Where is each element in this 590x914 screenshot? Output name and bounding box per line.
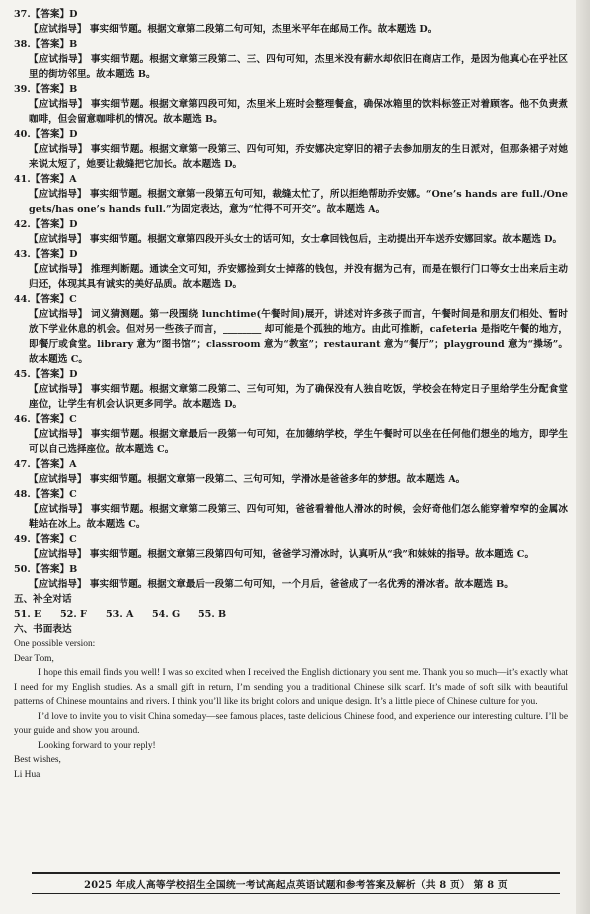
answer-item — [14, 82, 568, 127]
item-number: 38. — [14, 39, 31, 50]
page-footer: 2025 年成人高等学校招生全国统一考试高起点英语试题和参考答案及解析（共 8 页） 第 8 页 — [32, 872, 560, 894]
item-answer: 【答案】A — [30, 174, 77, 185]
item-number: 47. — [14, 459, 31, 470]
essay-paragraph: I hope this email finds you well! I was so excited when I received the English dictionary you sent me. Thank you so much—it’s exactly what I need for my English studies. As a small gift in return, I’m sending you a traditional Chinese silk scarf. It’s made of soft silk with beautiful patterns of Chinese mountains and rivers. I think you’ll like its bright colors and unique design. It’s a little piece of Chinese culture for you. — [14, 668, 568, 707]
answer-item — [14, 562, 568, 592]
answer-item — [14, 127, 568, 172]
answer-item — [14, 367, 568, 412]
item-guide: 【应试指导】 事实细节题。根据文章第一段第三、四句可知，乔安娜决定穿旧的裙子去参加朋友的生日派对，但那条裙子对她来说太短了，她要让裁缝把它加长。故本题选 D。 — [29, 144, 568, 170]
answer-item — [14, 412, 568, 457]
answer-item — [14, 292, 568, 367]
item-answer: 【答案】D — [30, 129, 78, 140]
item-number: 41. — [14, 174, 31, 185]
item-number: 42. — [14, 219, 31, 230]
item-answer: 【答案】C — [30, 414, 77, 425]
item-number: 43. — [14, 249, 31, 260]
item-number: 39. — [14, 84, 31, 95]
essay-greeting: Dear Tom, — [14, 653, 54, 664]
item-guide: 【应试指导】 事实细节题。根据文章第二段第三、四句可知，爸爸看着他人滑冰的时候，会好奇他们怎么能穿着窄窄的金属冰鞋站在冰上。故本题选 C。 — [29, 504, 568, 530]
version-label: One possible version: — [14, 639, 96, 649]
essay-signature: Li Hua — [14, 769, 41, 780]
item-number: 48. — [14, 489, 31, 500]
answer-items — [14, 7, 568, 592]
item-answer: 【答案】C — [30, 489, 77, 500]
essay-closing: Best wishes, — [14, 755, 61, 765]
item-answer: 【答案】B — [30, 84, 78, 95]
item-guide: 【应试指导】 事实细节题。根据文章第四段可知，杰里米上班时会整理餐盒，确保冰箱里的饮料标签正对着顾客。他不负责煮咖啡，但会留意咖啡机的情况。故本题选 B。 — [29, 99, 568, 125]
essay-paragraph: I’d love to invite you to visit China someday—see famous places, taste delicious Chinese food, and experience our interesting culture. I’ll be your guide and show you around. — [14, 711, 568, 736]
section-5-title: 五、补全对话 — [14, 594, 72, 605]
item-number: 37. — [14, 9, 31, 20]
answer-item — [14, 217, 568, 247]
item-number: 50. — [14, 564, 31, 575]
dialogue-answer: 53. A — [106, 609, 134, 620]
item-answer: 【答案】C — [30, 534, 77, 545]
answer-item — [14, 7, 568, 37]
dialogue-answer: 54. G — [152, 609, 181, 620]
item-guide: 【应试指导】 事实细节题。根据文章第二段第二句可知，杰里米平年在邮局工作。故本题选 D。 — [29, 24, 438, 35]
item-answer: 【答案】B — [30, 39, 78, 50]
answer-item — [14, 247, 568, 292]
answer-item — [14, 487, 568, 532]
item-guide: 【应试指导】 事实细节题。根据文章第一段第二、三句可知，学滑冰是爸爸多年的梦想。故本题选 A。 — [29, 474, 466, 485]
item-guide: 【应试指导】 事实细节题。根据文章第一段第五句可知，裁缝太忙了，所以拒绝帮助乔安娜。“One’s hands are full./One gets/has one’s hands full.”为固定表达，意为“忙得不可开交”。故本题选 A。 — [29, 189, 568, 215]
section-5-answers — [14, 607, 568, 622]
section-6-title: 六、书面表达 — [14, 624, 72, 635]
item-answer: 【答案】D — [30, 9, 78, 20]
item-number: 46. — [14, 414, 31, 425]
item-guide: 【应试指导】 事实细节题。根据文章最后一段第二句可知，一个月后，爸爸成了一名优秀的滑冰者。故本题选 B。 — [29, 579, 514, 590]
dialogue-answer: 52. F — [60, 609, 87, 620]
item-guide: 【应试指导】 事实细节题。根据文章第三段第二、三、四句可知，杰里米没有薪水却依旧在商店工作，是因为他真心在乎社区里的街坊邻里。故本题选 B。 — [29, 54, 568, 80]
item-number: 44. — [14, 294, 31, 305]
item-answer: 【答案】D — [30, 369, 78, 380]
item-guide: 【应试指导】 事实细节题。根据文章最后一段第一句可知，在加德纳学校，学生午餐时可以坐在任何他们想坐的地方，即学生可以自己选择座位。故本题选 C。 — [29, 429, 568, 455]
item-guide: 【应试指导】 推理判断题。通读全文可知，乔安娜捡到女士掉落的钱包，并没有据为己有，而是在银行门口等女士出来后主动归还，体现其具有诚实的美好品质。故本题选 D。 — [29, 264, 568, 290]
answer-item — [14, 37, 568, 82]
dialogue-answer: 55. B — [198, 609, 227, 620]
item-number: 40. — [14, 129, 31, 140]
item-guide: 【应试指导】 事实细节题。根据文章第三段第四句可知，爸爸学习滑冰时，认真听从“我”和妹妹的指导。故本题选 C。 — [29, 549, 535, 560]
answer-item — [14, 457, 568, 487]
item-number: 45. — [14, 369, 31, 380]
answer-item — [14, 172, 568, 217]
item-answer: 【答案】B — [30, 564, 78, 575]
item-answer: 【答案】A — [30, 459, 77, 470]
item-number: 49. — [14, 534, 31, 545]
page-edge-shadow — [576, 0, 590, 914]
item-guide: 【应试指导】 事实细节题。根据文章第四段开头女士的话可知，女士拿回钱包后，主动提出开车送乔安娜回家。故本题选 D。 — [29, 234, 563, 245]
essay-paragraph: Looking forward to your reply! — [38, 740, 156, 751]
dialogue-answer: 51. E — [14, 609, 42, 620]
item-answer: 【答案】D — [30, 219, 78, 230]
sample-essay — [14, 637, 568, 782]
answer-item — [14, 532, 568, 562]
item-guide: 【应试指导】 词义猜测题。第一段围绕 lunchtime(午餐时间)展开，讲述对许多孩子而言，午餐时间是和朋友们相处、暂时放下学业休息的机会。但对另一些孩子而言，________ 却可能是个孤独的地方。由此可推断，cafeteria 是指吃午餐的地方，即餐厅或食堂。library 意为“图书馆”；classroom 意为“教室”；restaurant 意为“餐厅”；playground 意为“操场”。故本题选 C。 — [29, 309, 568, 365]
item-guide: 【应试指导】 事实细节题。根据文章第二段第二、三句可知，为了确保没有人独自吃饭，学校会在特定日子里给学生分配食堂座位，让学生有机会认识更多同学。故本题选 D。 — [29, 384, 568, 410]
item-answer: 【答案】D — [30, 249, 78, 260]
item-answer: 【答案】C — [30, 294, 77, 305]
